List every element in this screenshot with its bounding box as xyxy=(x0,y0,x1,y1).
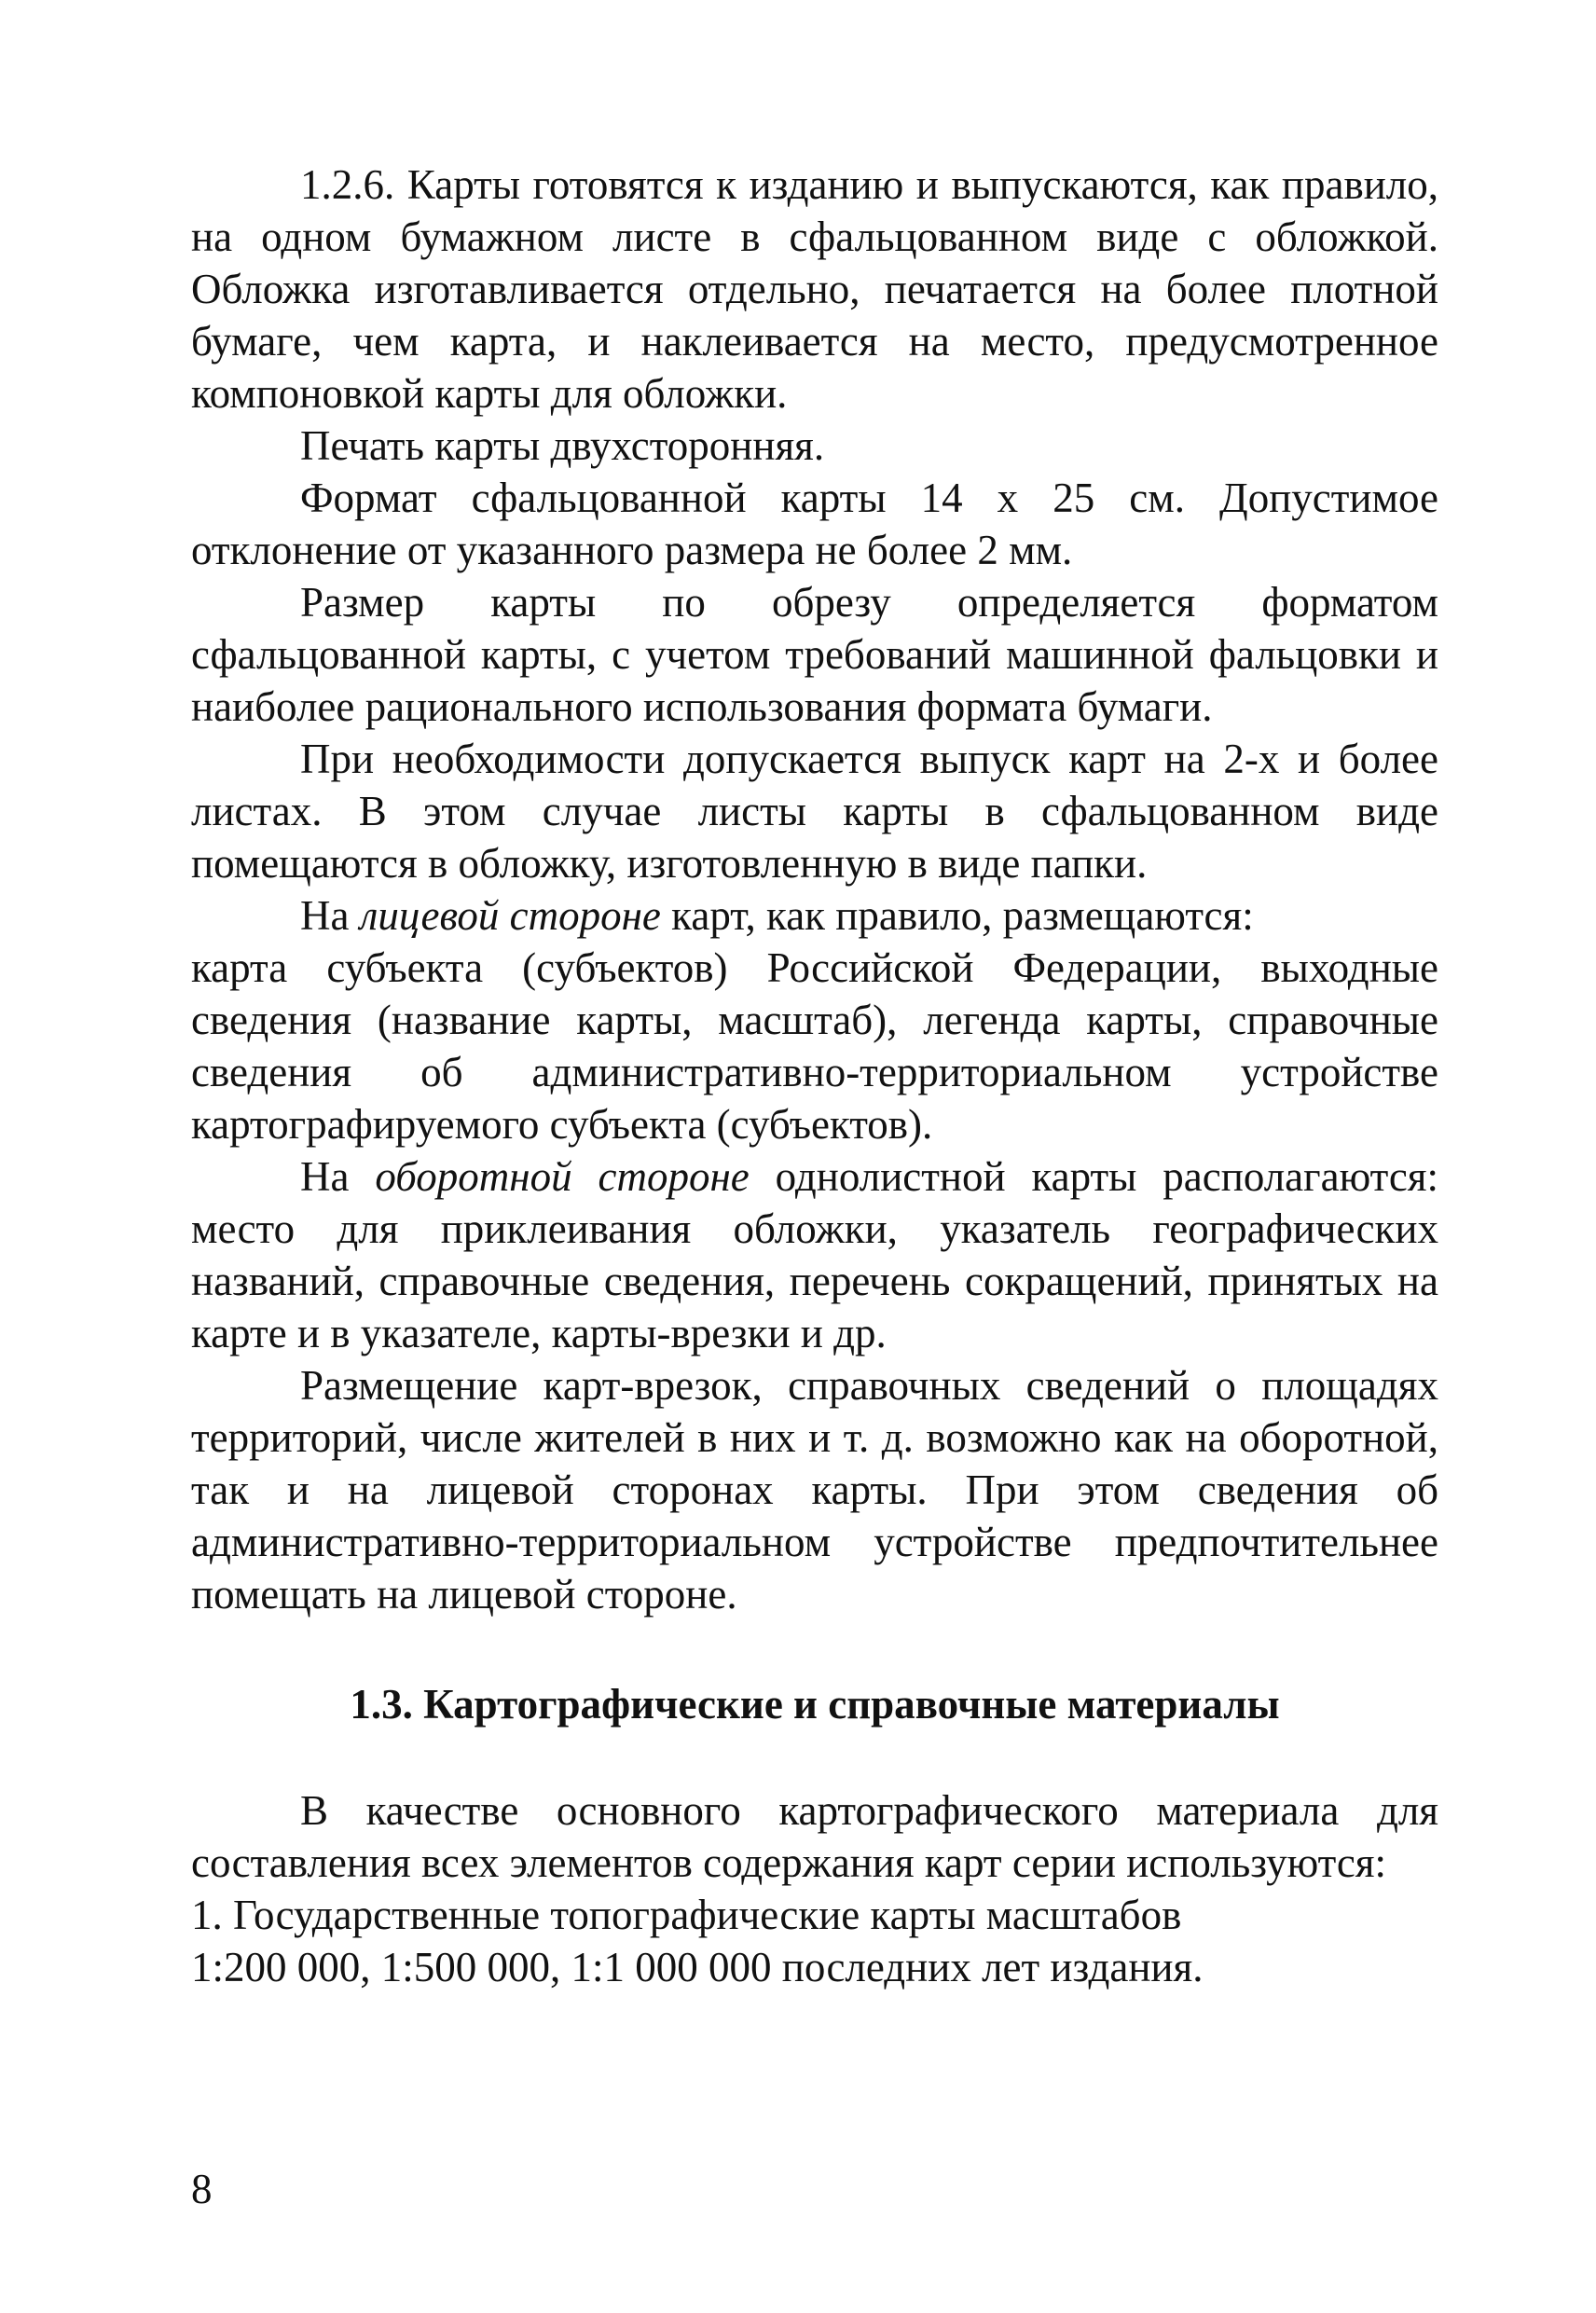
paragraph-face-side-list: карта субъекта (субъектов) Российской Федерации, выходные сведения (название карты, масштаб), легенда карты, справочные сведения об административно-территориальном устройстве картографируемого субъекта (субъектов). xyxy=(191,944,1438,1148)
back-side-italic: оборотной стороне xyxy=(375,1153,750,1200)
paragraph-trim-size: Размер карты по обрезу определяется форматом сфальцованной карты, с учетом требований машинной фальцовки и наиболее рационального использования формата бумаги. xyxy=(191,579,1438,730)
face-side-prefix: На xyxy=(300,892,350,939)
section-heading: 1.3. Картографические и справочные материалы xyxy=(350,1681,1280,1728)
paragraph-insets: Размещение карт-врезок, справочных сведений о площадях территорий, числе жителей в них и т. д. возможно как на оборотной, так и на лицевой сторонах карты. При этом сведения об административно-территориальном устройстве предпочтительнее помещать на лицевой стороне. xyxy=(191,1362,1438,1618)
list-item-1-line-1: 1. Государственные топографические карты масштабов xyxy=(191,1892,1182,1938)
paragraph-1-2-6: 1.2.6. Карты готовятся к изданию и выпускаются, как правило, на одном бумажном листе в сфальцованном виде с обложкой. Обложка изготавливается отдельно, печатается на более плотной бумаге, чем карта, и наклеивается на место, предусмотренное компоновкой карты для обложки. xyxy=(191,161,1438,417)
back-side-suffix: однолистной карты располагаются: место для приклеивания обложки, указатель географических названий, справочные сведения, перечень сокращений, принятых на карте и в указателе, карты-врезки и др. xyxy=(191,1153,1438,1356)
body-text xyxy=(191,158,1438,1993)
face-side-italic: лицевой стороне xyxy=(359,892,661,939)
paragraph-multiple-sheets: При необходимости допускается выпуск карт на 2-х и более листах. В этом случае листы карты в сфальцованном виде помещаются в обложку, изготовленную в виде папки. xyxy=(191,736,1438,887)
paragraph-back-side xyxy=(191,1150,1438,1359)
section-intro: В качестве основного картографического материала для составления всех элементов содержания карт серии используются: xyxy=(191,1787,1438,1886)
back-side-prefix: На xyxy=(300,1153,350,1200)
paragraph-face-side-intro xyxy=(191,889,1438,942)
page-number: 8 xyxy=(191,2166,213,2212)
list-item-1-line-2: 1:200 000, 1:500 000, 1:1 000 000 последних лет издания. xyxy=(191,1944,1204,1990)
paragraph-format: Формат сфальцованной карты 14 х 25 см. Допустимое отклонение от указанного размера не более 2 мм. xyxy=(191,475,1438,573)
paragraph-print-type: Печать карты двухсторонняя. xyxy=(300,422,825,469)
face-side-suffix: карт, как правило, размещаются: xyxy=(671,892,1254,939)
